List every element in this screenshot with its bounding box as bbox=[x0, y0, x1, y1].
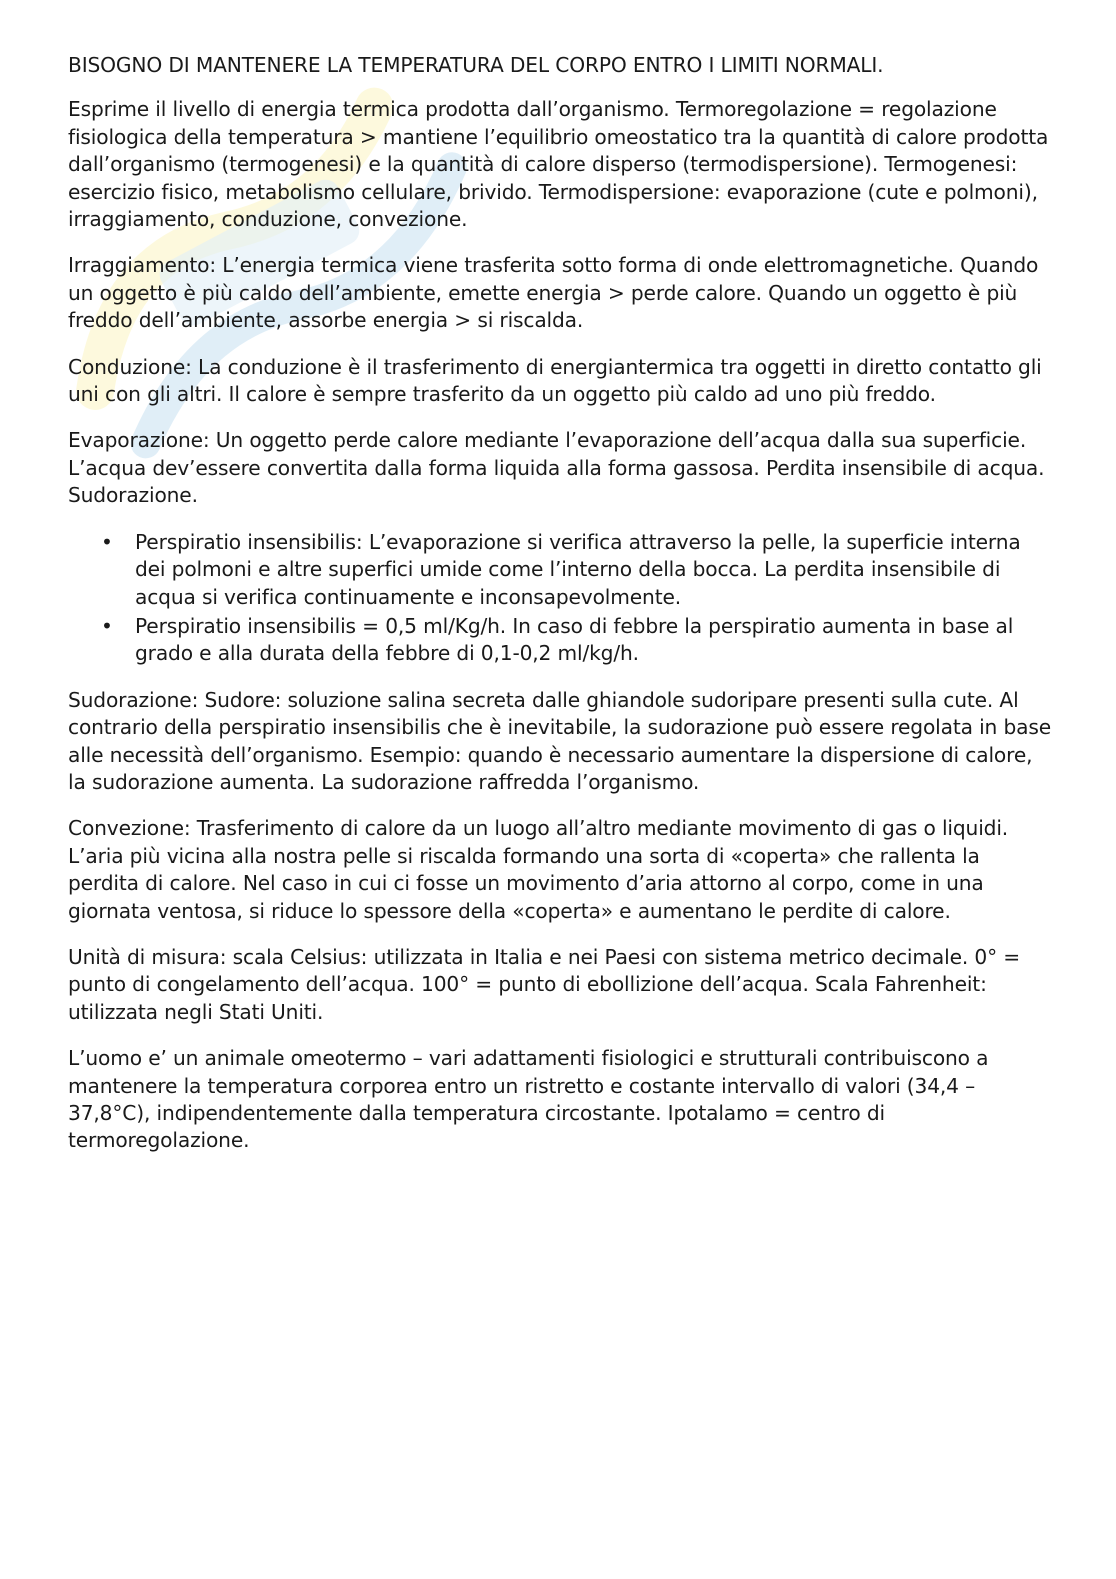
list-item-text: Perspiratio insensibilis: L’evaporazione si verifica attraverso la pelle, la superficie interna dei polmoni e altre superfici umide come l’interno della bocca. La perdita insensibile di acqua si verifica continuamente e inconsapevolmente. bbox=[135, 529, 1021, 609]
paragraph-convezione: Convezione: Trasferimento di calore da un luogo all’altro mediante movimento di gas o liquidi. L’aria più vicina alla nostra pelle si riscalda formando una sorta di «coperta» che rallenta la perdita di calore. Nel caso in cui ci fosse un movimento d’aria attorno al corpo, come in una giornata ventosa, si riduce lo spessore della «coperta» e aumentano le perdite di calore. bbox=[68, 816, 1009, 923]
document-title: BISOGNO DI MANTENERE LA TEMPERATURA DEL CORPO ENTRO I LIMITI NORMALI. bbox=[68, 53, 884, 77]
bullet-icon: • bbox=[101, 613, 113, 638]
paragraph-conduzione: Conduzione: La conduzione è il trasferimento di energiantermica tra oggetti in diretto contatto gli uni con gli altri. Il calore è sempre trasferito da un oggetto più caldo ad uno più freddo. bbox=[68, 354, 1042, 407]
paragraph-termoregolazione: Esprime il livello di energia termica prodotta dall’organismo. Termoregolazione = regolazione fisiologica della temperatura > mantiene l’equilibrio omeostatico tra la quantità di calore prodotta dall’organismo (termogenesi) e la quantità di calore disperso (termodispersione). Termogenesi: esercizio fisico, metabolismo cellulare, brivido. Termodispersione: evaporazione (cute e polmoni), irraggiamento, conduzione, convezione. bbox=[68, 97, 1049, 232]
paragraph-omeotermo: L’uomo e’ un animale omeotermo – vari adattamenti fisiologici e strutturali contribuiscono a mantenere la temperatura corporea entro un ristretto e costante intervallo di valori (34,4 – 37,8°C), indipendentemente dalla temperatura circostante. Ipotalamo = centro di termoregolazione. bbox=[68, 1046, 989, 1153]
paragraph-unita-di-misura: Unità di misura: scala Celsius: utilizzata in Italia e nei Paesi con sistema metrico decimale. 0° = punto di congelamento dell’acqua. 100° = punto di ebollizione dell’acqua. Scala Fahrenheit: utilizzata negli Stati Uniti. bbox=[68, 944, 1021, 1024]
paragraph-sudorazione: Sudorazione: Sudore: soluzione salina secreta dalle ghiandole sudoripare presenti sulla cute. Al contrario della perspiratio insensibilis che è inevitabile, la sudorazione può essere regolata in base alle necessità dell’organismo. Esempio: quando è necessario aumentare la dispersione di calore, la sudorazione aumenta. La sudorazione raffredda l’organismo. bbox=[68, 687, 1051, 794]
paragraph-irraggiamento: Irraggiamento: L’energia termica viene trasferita sotto forma di onde elettromagnetiche. Quando un oggetto è più caldo dell’ambiente, emette energia > perde calore. Quando un oggetto è più freddo dell’ambiente, assorbe energia > si riscalda. bbox=[68, 253, 1039, 333]
bullet-icon: • bbox=[101, 529, 113, 554]
list-item-text: Perspiratio insensibilis = 0,5 ml/Kg/h. In caso di febbre la perspiratio aumenta in base al grado e alla durata della febbre di 0,1-0,2 ml/kg/h. bbox=[135, 613, 1014, 666]
list-item bbox=[101, 529, 1053, 611]
paragraph-evaporazione: Evaporazione: Un oggetto perde calore mediante l’evaporazione dell’acqua dalla sua superficie. L’acqua dev’essere convertita dalla forma liquida alla forma gassosa. Perdita insensibile di acqua. Sudorazione. bbox=[68, 428, 1045, 508]
bullet-list bbox=[68, 529, 1053, 668]
list-item bbox=[101, 613, 1053, 668]
document-page bbox=[68, 52, 1053, 1174]
